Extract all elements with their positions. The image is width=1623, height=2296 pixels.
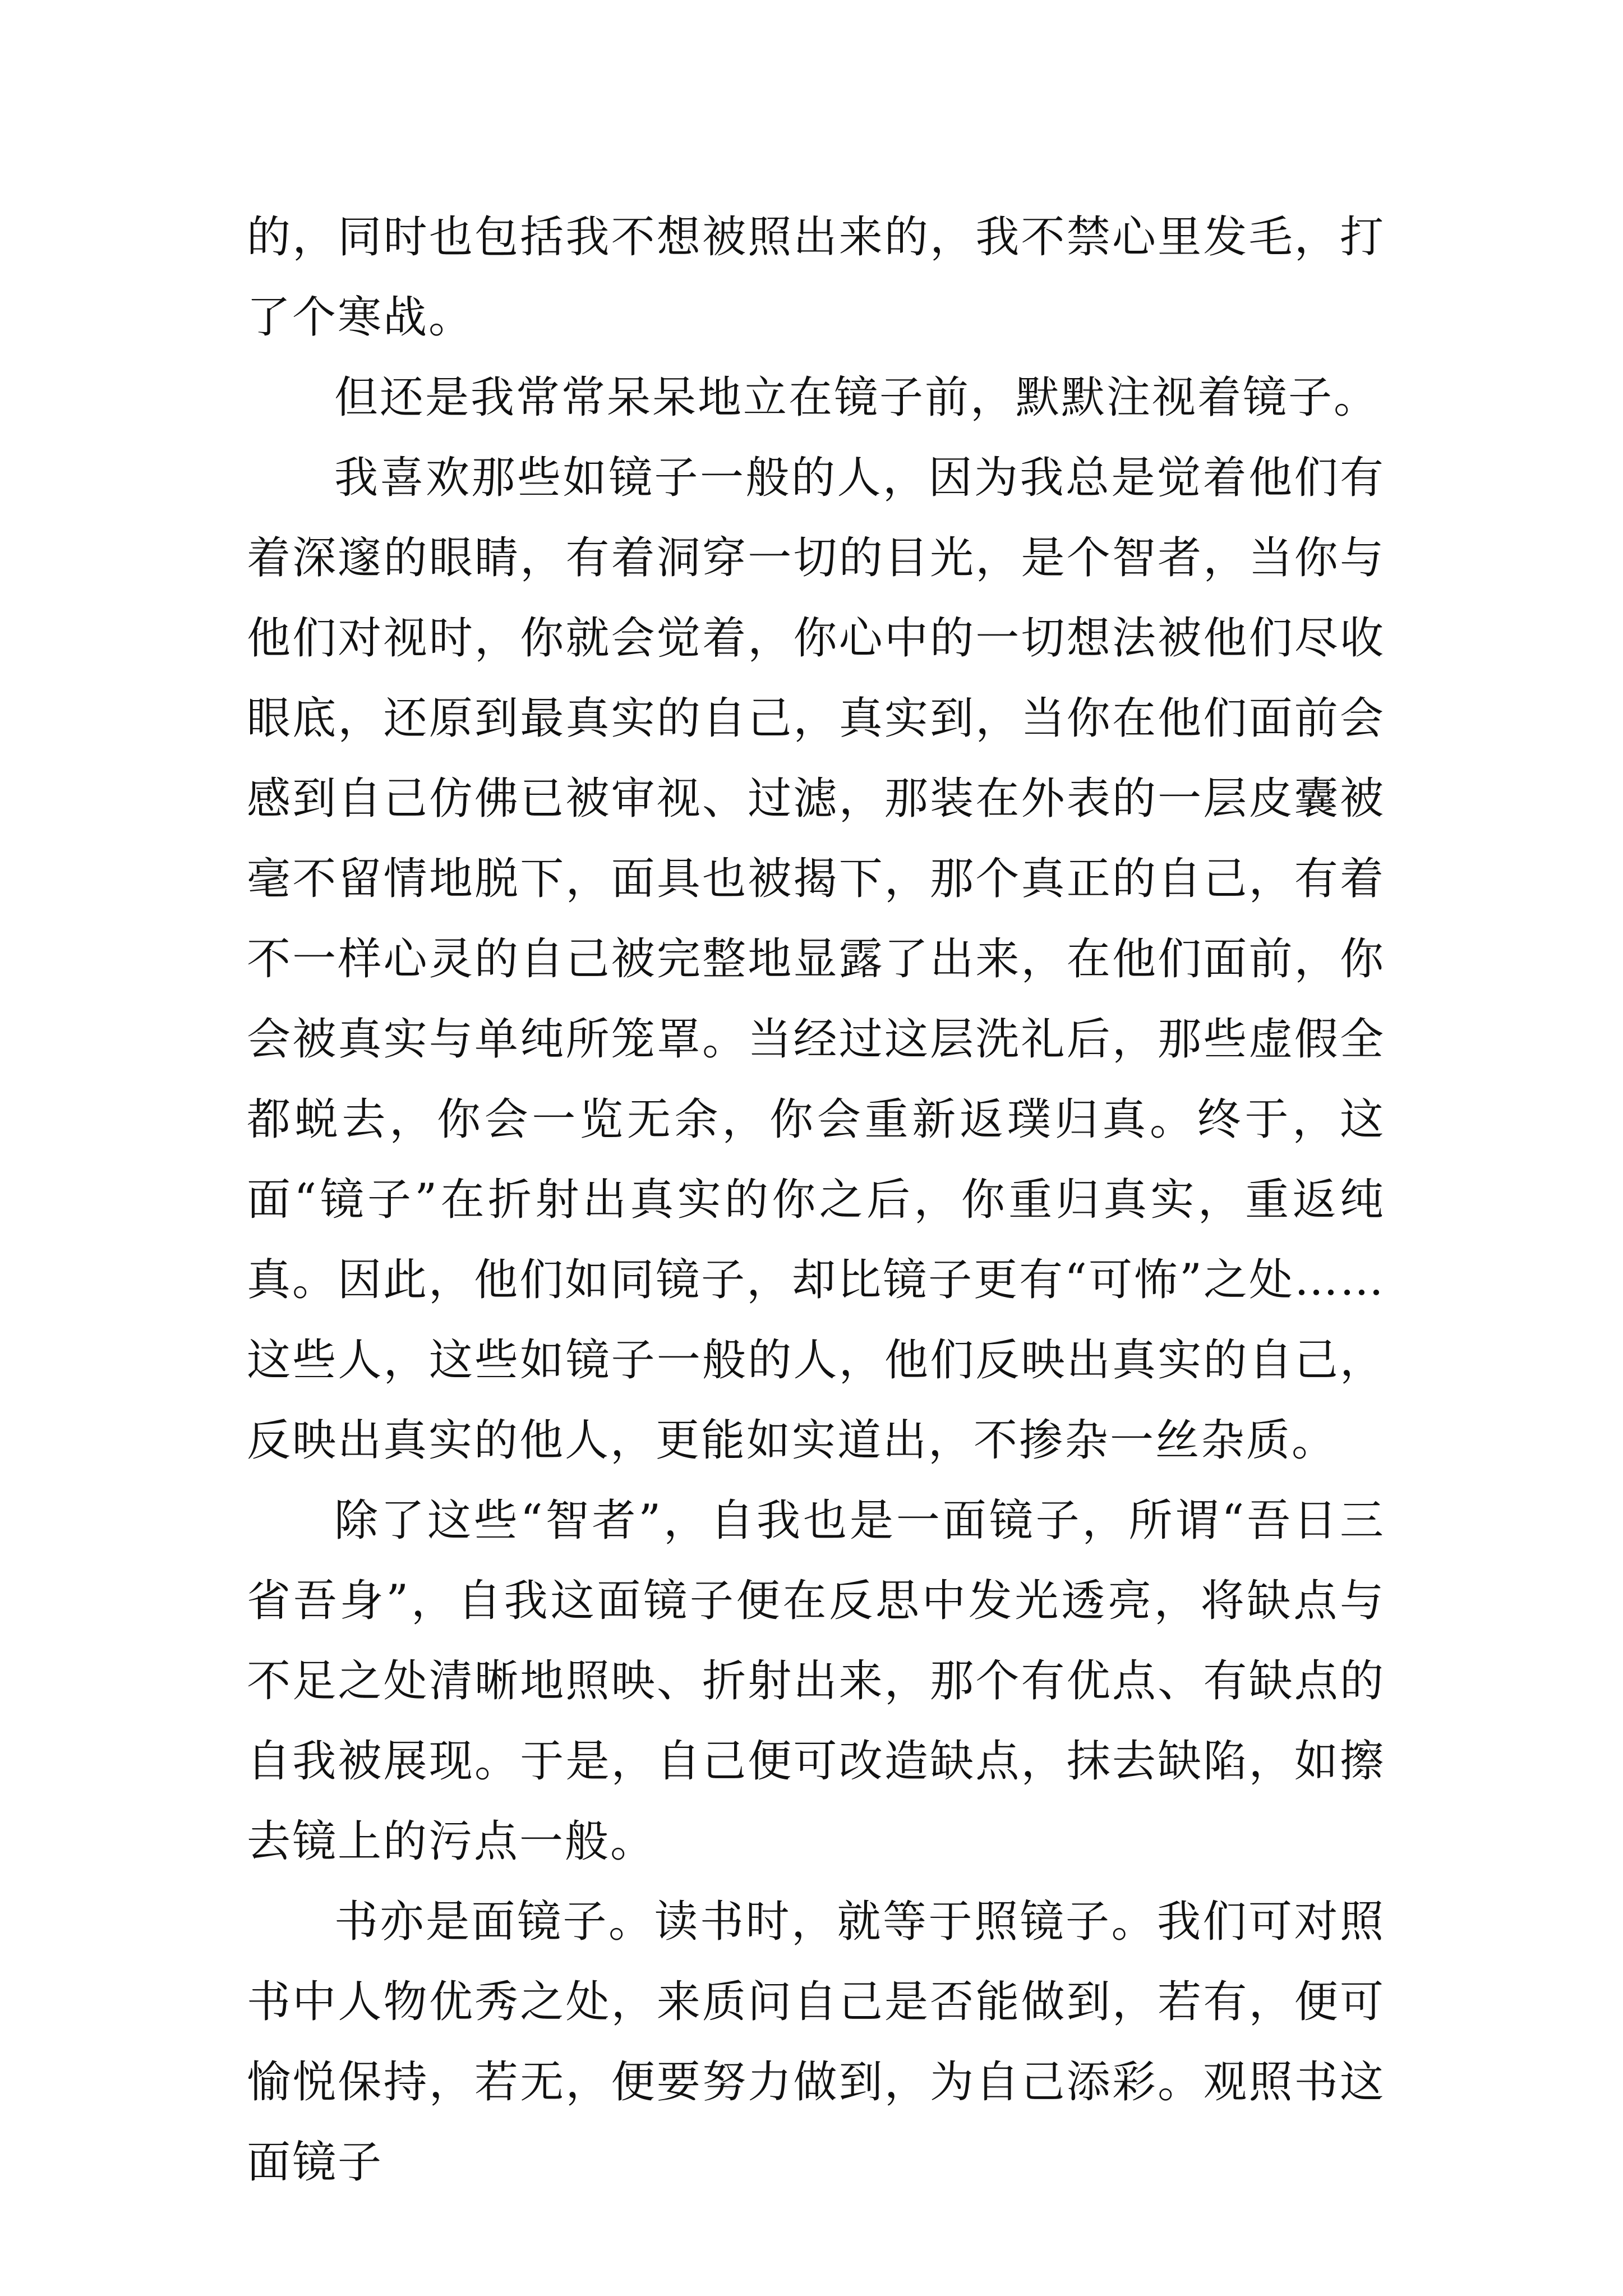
paragraph-5: 书亦是面镜子。读书时，就等于照镜子。我们可对照书中人物优秀之处，来质问自己是否能做到，若有，便可愉悦保持，若无，便要努力做到，为自己添彩。观照书这面镜子	[247, 1897, 1385, 2188]
paragraph-2: 但还是我常常呆呆地立在镜子前，默默注视着镜子。	[334, 372, 1380, 423]
body-text	[247, 197, 1385, 2203]
paragraph-3: 我喜欢那些如镜子一般的人，因为我总是觉着他们有着深邃的眼睛，有着洞穿一切的目光，是个智者，当你与他们对视时，你就会觉着，你心中的一切想法被他们尽收眼底，还原到最真实的自己，真实到，当你在他们面前会感到自己仿佛已被审视、过滤，那装在外表的一层皮囊被毫不留情地脱下，面具也被揭下，那个真正的自己，有着不一样心灵的自己被完整地显露了出来，在他们面前，你会被真实与单纯所笼罩。当经过这层洗礼后，那些虚假全都蜕去，你会一览无余，你会重新返璞归真。终于，这面“镜子”在折射出真实的你之后，你重归真实，重返纯真。因此，他们如同镜子，却比镜子更有“可怖”之处……这些人，这些如镜子一般的人，他们反映出真实的自己，反映出真实的他人，更能如实道出，不掺杂一丝杂质。	[247, 453, 1385, 1466]
paragraph-1: 的，同时也包括我不想被照出来的，我不禁心里发毛，打了个寒战。	[247, 212, 1385, 343]
paragraph-4: 除了这些“智者”，自我也是一面镜子，所谓“吾日三省吾身”，自我这面镜子便在反思中发光透亮，将缺点与不足之处清晰地照映、折射出来，那个有优点、有缺点的自我被展现。于是，自己便可改造缺点，抹去缺陷，如擦去镜上的污点一般。	[247, 1496, 1385, 1867]
